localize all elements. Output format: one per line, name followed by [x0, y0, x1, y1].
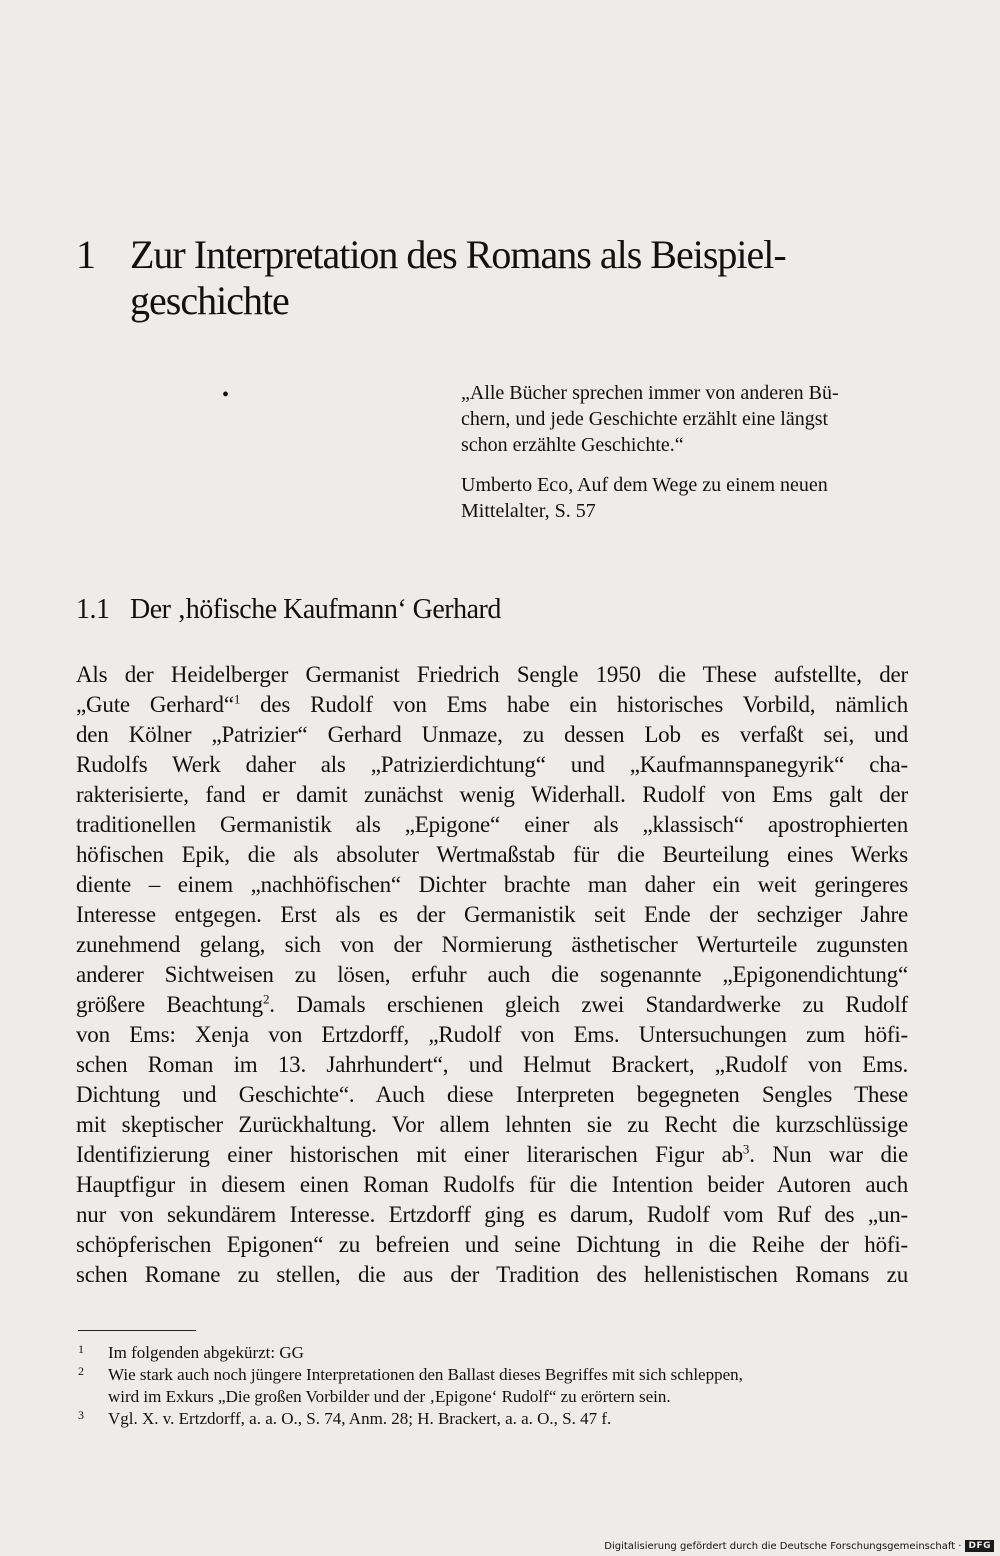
text-segment: „Gute Gerhard“ — [76, 692, 234, 717]
text-line: den Kölner „Patrizier“ Gerhard Unmaze, zu dessen Lob es verfaßt sei, und — [76, 722, 908, 747]
text-segment: des Rudolf von Ems habe ein historisches Vorbild, nämlich — [240, 692, 908, 717]
footnote-mark: 2 — [78, 1364, 84, 1378]
quote-line: „Alle Bücher sprechen immer von anderen Bü- — [461, 382, 839, 404]
text-segment: . Damals erschienen gleich zwei Standardwerke zu Rudolf — [269, 992, 909, 1017]
epigraph-source — [461, 472, 911, 524]
text-segment: . Nun war die — [749, 1142, 908, 1167]
text-line — [76, 1140, 908, 1170]
footnote-ref: 1 — [233, 691, 241, 707]
footnote-ref: 2 — [262, 991, 270, 1007]
text-line: anderer Sichtweisen zu lösen, erfuhr auch die sogenannte „Epigonendichtung“ — [76, 962, 908, 987]
footnote-text: Wie stark auch noch jüngere Interpretationen den Ballast dieses Begriffes mit sich schleppen, — [108, 1365, 743, 1384]
section-heading — [76, 594, 876, 626]
text-line: traditionellen Germanistik als „Epigone“ einer als „klassisch“ apostrophierten — [76, 812, 908, 837]
footnote-mark: 3 — [78, 1408, 84, 1422]
footnote-text: wird im Exkurs „Die großen Vorbilder und der ‚Epigone‘ Rudolf“ zu erörtern sein. — [108, 1387, 671, 1406]
footnote — [78, 1408, 908, 1430]
text-line: schen Romane zu stellen, die aus der Tradition des hellenistischen Romans zu — [76, 1262, 908, 1287]
text-line — [76, 990, 908, 1020]
text-line: höfischen Epik, die als absoluter Wertmaßstab für die Beurteilung eines Werks — [76, 842, 908, 867]
footnotes — [78, 1342, 908, 1430]
body-paragraph — [76, 660, 908, 1290]
source-line: Umberto Eco, Auf dem Wege zu einem neuen — [461, 474, 828, 496]
text-line: Hauptfigur in diesem einen Roman Rudolfs für die Intention beider Autoren auch — [76, 1172, 908, 1197]
chapter-title — [130, 232, 870, 324]
epigraph-quote — [461, 380, 911, 458]
source-line: Mittelalter, S. 57 — [461, 500, 596, 522]
text-line: Interesse entgegen. Erst als es der Germanistik seit Ende der sechziger Jahre — [76, 902, 908, 927]
text-line: schöpferischen Epigonen“ zu befreien und seine Dichtung in die Reihe der höfi- — [76, 1232, 908, 1257]
text-line: Als der Heidelberger Germanist Friedrich Sengle 1950 die These aufstellte, der — [76, 662, 908, 687]
section-number: 1.1 — [76, 594, 110, 625]
footnote-text: Vgl. X. v. Ertzdorff, a. a. O., S. 74, Anm. 28; H. Brackert, a. a. O., S. 47 f. — [108, 1409, 612, 1428]
dfg-logo: DFG — [965, 1540, 994, 1552]
footnote-ref: 3 — [742, 1141, 750, 1157]
footnote — [78, 1364, 908, 1408]
chapter-number: 1 — [76, 232, 95, 277]
text-line: Rudolfs Werk daher als „Patrizierdichtung“ und „Kaufmannspanegyrik“ cha- — [76, 752, 908, 777]
text-line: nur von sekundärem Interesse. Ertzdorff ging es darum, Rudolf vom Ruf des „un- — [76, 1202, 908, 1227]
chapter-title-line: Zur Interpretation des Romans als Beispiel- — [130, 232, 786, 277]
text-line: zunehmend gelang, sich von der Normierung ästhetischer Werturteile zugunsten — [76, 932, 908, 957]
quote-line: schon erzählte Geschichte.“ — [461, 434, 684, 456]
section-title: Der ‚höfische Kaufmann‘ Gerhard — [130, 594, 501, 625]
text-segment: Identifizierung einer historischen mit einer literarischen Figur ab — [76, 1142, 743, 1167]
text-segment: größere Beachtung — [76, 992, 263, 1017]
epigraph — [461, 380, 911, 524]
bullet-mark: • — [222, 384, 230, 406]
credit-text: Digitalisierung gefördert durch die Deutsche Forschungsgemeinschaft · — [604, 1540, 962, 1552]
text-line: schen Roman im 13. Jahrhundert“, und Helmut Brackert, „Rudolf von Ems. — [76, 1052, 908, 1077]
text-line: diente – einem „nachhöfischen“ Dichter brachte man daher ein weit geringeres — [76, 872, 908, 897]
footnote — [78, 1342, 908, 1364]
text-line: Dichtung und Geschichte“. Auch diese Interpreten begegneten Sengles These — [76, 1082, 908, 1107]
footnote-mark: 1 — [78, 1342, 84, 1356]
text-line — [76, 690, 908, 720]
chapter-title-line: geschichte — [130, 278, 289, 323]
footnote-divider — [78, 1330, 196, 1331]
footnote-text: Im folgenden abgekürzt: GG — [108, 1343, 304, 1362]
digitization-credit — [604, 1540, 994, 1552]
text-line: mit skeptischer Zurückhaltung. Vor allem lehnten sie zu Recht die kurzschlüssige — [76, 1112, 908, 1137]
text-line: von Ems: Xenja von Ertzdorff, „Rudolf von Ems. Untersuchungen zum höfi- — [76, 1022, 908, 1047]
quote-line: chern, und jede Geschichte erzählt eine längst — [461, 408, 829, 430]
text-line: rakterisierte, fand er damit zunächst wenig Widerhall. Rudolf von Ems galt der — [76, 782, 908, 807]
